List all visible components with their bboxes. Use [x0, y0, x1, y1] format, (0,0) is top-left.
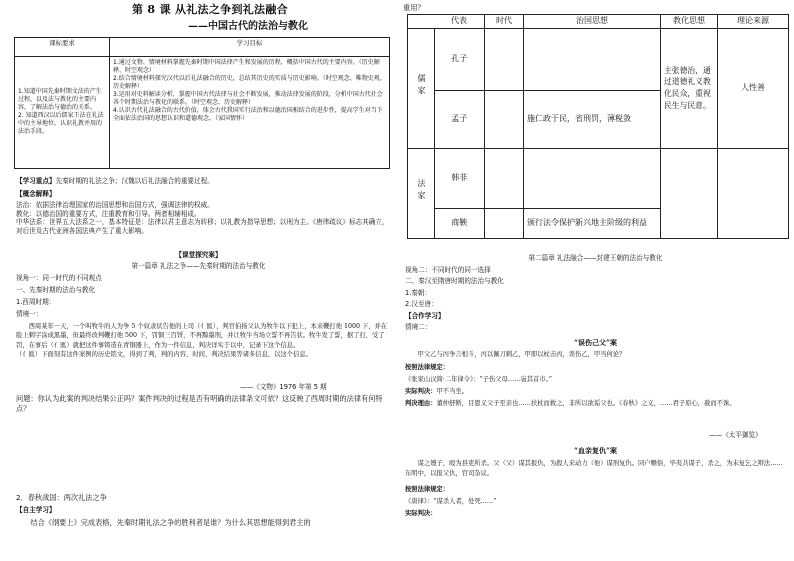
case1-text: 甲父乙与丙争言相斗，丙以佩刀刺乙，甲即以杖击丙，误伤乙，甲当何论？ [417, 351, 626, 358]
coop-label: 【合作学习】 [405, 312, 445, 320]
case2-title: “血亲复仇”案 [573, 446, 618, 455]
objective-item: 4.认识古代礼法融合的古代价值，体会古代我国实行法治和以德治国相结合的进步性，提高学生对当下全面依法治国的思想认识和道德观念。（家国情怀） [113, 106, 383, 122]
header-education: 教化思想 [661, 15, 718, 29]
thinker-name: 孔子 [434, 28, 485, 90]
focus-text: 先秦时期的礼法之争；汉魏以后礼法融合的重要过程。 [55, 177, 214, 185]
concept-item: 中华法系：世界五大法系之一，基本特征是：法律以君主意志为转移；以礼教为指导思想；以刑为主。《唐律疏议》标志其确立，对后世及古代亚洲各国法典产生了重大影响。 [16, 218, 389, 236]
subhead1: 一、先秦时期的法治与教化 [16, 286, 96, 294]
school-confucian: 儒家 [408, 28, 435, 148]
thinkers-header-row [408, 15, 789, 29]
law-text-1: 《张家山汉简·二年律令》：“子伤父母……袅其首市。” [405, 376, 552, 383]
objective-item: 1.通过文物、情境材料掌握先秦时期中国法律产生和发展的历程，概括中国古代的主要内容。（历史解释、时空观念） [113, 58, 380, 74]
scene1-label: 情境一： [16, 310, 43, 318]
self-study-label: 【自主学习】 [16, 506, 56, 514]
scene2-label: 情境二： [405, 323, 432, 331]
goals-table [14, 37, 390, 169]
case1-title: “误伤己父”案 [573, 338, 618, 347]
subhead2: 二、秦汉至隋唐时期的法治与教化 [405, 277, 504, 285]
section-header: 【课堂探究案】 [175, 251, 222, 259]
table-row [408, 148, 789, 208]
lesson-subtitle: ——中国古代的法治与教化 [188, 21, 308, 32]
thinker-name: 韩非 [434, 148, 485, 208]
objective-item: 2.结合情境材料探究汉代以后礼法融合的历史，总结其历史的实质与历史影响。（时空观念、唯物史观、历史解释） [113, 74, 386, 90]
thinker-name: 孟子 [434, 90, 485, 148]
thinker-era [485, 208, 524, 238]
study-focus [16, 177, 390, 186]
concept-item: 教化：以德治国的重要方式，注重教育和引导。两者相辅相成。 [16, 209, 201, 218]
concept-list [16, 201, 390, 236]
concept-item: 法治：依据法律治理国家的治国思想和治国方式，强调法律的权威。 [16, 201, 214, 209]
part1-title: 第一篇章 礼法之争——先秦时期的法治与教化 [131, 262, 266, 270]
thinkers-table [407, 14, 789, 239]
header-era: 时代 [485, 15, 524, 29]
scene1-text: 西周某年一天，一个叫牧牛的人为争 5 个奴隶状告他的上司（亻匜），判官伯扬父认为牧牛以下犯上，本来鞭打他 1000 下，并在脸上刺字涂成黑墨，但最终改判鞭打他 500 下，罚铜三百锊，不再黥墨刑，并让牧牛当场立誓不再告状。牧牛发了誓，据了打，受了罚，在事后（亻匜）就把这件事铸造在青铜器上，作为一件信息，判决详实于以中，记录下这个信息。 （亻匜）下面刻有这件案例的历史铭文，得到了判，判的内容、时间、判决结果等诸多信息，以这个信息。 [16, 323, 388, 358]
qin-label: 1.秦朝： [405, 289, 432, 297]
school-legalist: 法家 [408, 148, 435, 238]
thinker-thought [524, 148, 661, 208]
objectives-cell [110, 56, 390, 168]
right-column [397, 0, 794, 561]
han-label: 2.汉至唐： [405, 300, 438, 308]
law-text-2: 《唐律》：“谋杀人者，处死……” [405, 498, 497, 505]
header-governance: 治国思想 [524, 15, 661, 29]
source2: ——《太平御览》 [709, 431, 762, 439]
requirement-cell: 1.知道中国先秦时期文法的产生过程，以及法与教化的主要内容，了解法治与德治的关系。 2. 知道西汉以后儒家王法在礼法中的主导地位，认识礼教并用的法治手段。 [15, 56, 110, 168]
judgment-reason: 判决理由：董仲舒断，目恩义父子至亲也……扶杖而救之，非所以欲诟父也。《春秋》之义，……君子原心，赦而不诛。 [405, 400, 736, 407]
goals-header-row [15, 38, 390, 57]
thinker-thought [524, 28, 661, 90]
case2-text: 谋之嫂子，殴为县吏所杀。父（父）谋其报仇，为殺人来动力（他）谋刑复仇。同户赡俗，毕夷共谋子，杀之，为未复乞之辩法……东明中，以报父仇，官司杂议。 [405, 460, 783, 478]
thinker-thought: 颁行法令保护新兴地主阶级的利益 [524, 208, 661, 238]
part2-title: 第二篇章 礼法融合——封建王朝的法治与教化 [528, 254, 663, 262]
goals-header-requirement: 课标要求 [15, 38, 110, 57]
source1: ——《文物》1976 年第 5 期 [240, 383, 327, 391]
lesson-title: 第 8 课 从礼法之争到礼法融合 [132, 3, 288, 16]
law-label-2: 按照法律规定： [405, 486, 450, 493]
view2: 视角二：不同时代的同一选择 [405, 266, 491, 274]
focus-label: 【学习重点】 [16, 177, 56, 185]
legalist-education [661, 148, 718, 238]
thinker-era [485, 90, 524, 148]
self-study-text: 结合《纲要上》完成表格，先秦时期礼法之争的胜利者是谁？为什么其思想能得到君主的 [30, 518, 311, 527]
objective-item: 3.运用对史料解读分析，掌握中国古代法律与社会不断发展，推动法律发展的阶段，分析中国古代社会各个时期法治与教化的联系。（时空观念、历史解释） [113, 90, 383, 106]
goals-header-objectives: 学习目标 [110, 38, 390, 57]
question1: 问题：你认为此案的判决结果公正吗？案件判决的过程是否有明确的法律条文可依？这反映了西周时期的法律有何特点？ [16, 394, 383, 413]
view1: 视角一：同一时代的不同观点 [16, 274, 102, 282]
thinker-thought: 施仁政于民，省刑罚，薄税敛 [524, 90, 661, 148]
concept-label: 【概念解释】 [16, 190, 56, 198]
legalist-source [718, 148, 789, 238]
actual-judgment-2: 实际判决： [405, 510, 437, 517]
sub2-spring-autumn: 2．春秋战国：两次礼法之争 [16, 493, 107, 502]
thinker-era [485, 28, 524, 90]
confucian-source: 人性善 [718, 28, 789, 148]
table-row [408, 28, 789, 90]
thinker-name: 商鞅 [434, 208, 485, 238]
continued-question: 重用？ [403, 3, 425, 12]
header-representative: 代表 [434, 15, 485, 29]
law-label-1: 按照法律规定： [405, 364, 450, 371]
sub1-western-zhou: 1.西周时期： [16, 298, 56, 306]
confucian-education: 主张德治，通过道德礼义教化民众，重视民生与民意。 [661, 28, 718, 148]
header-source: 理论来源 [718, 15, 789, 29]
actual-judgment-1: 实际判决：甲不当坐。 [405, 388, 468, 395]
thinker-era [485, 148, 524, 208]
